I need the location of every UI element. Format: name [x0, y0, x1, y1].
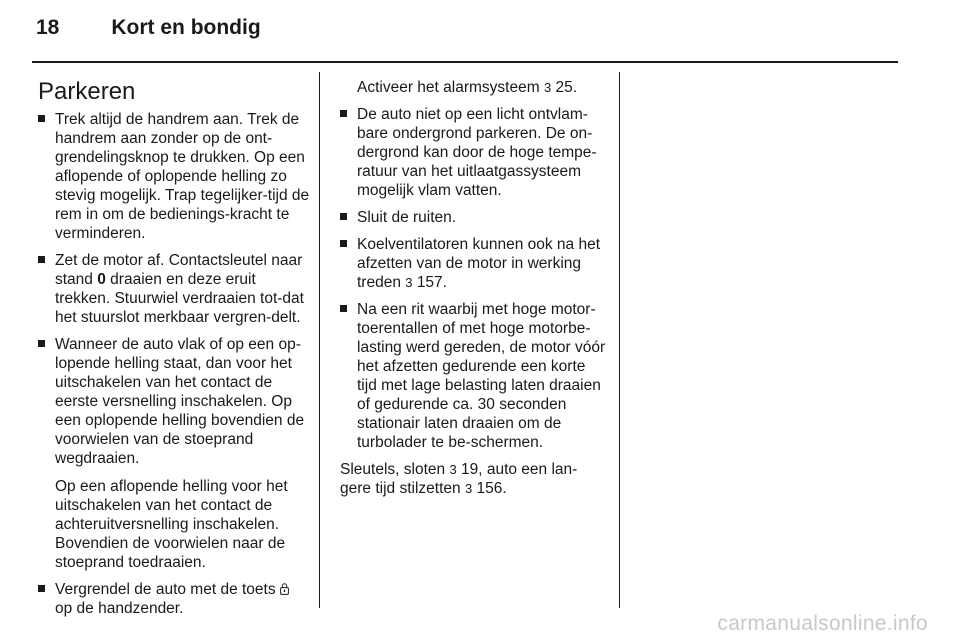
item-text: Wanneer de auto vlak of op een op-lopende helling staat, dan voor het uitschakelen van het contact de eerste versnelling inschakelen. Op een oplopende helling bovendien de voorwielen van de stoeprand wegdraaien.	[55, 336, 305, 467]
bullet-icon	[340, 110, 347, 117]
item-text	[55, 580, 310, 618]
item-text: De auto niet op een licht ontvlam-bare ondergrond parkeren. De on-dergrond kan door de hoge tempe-ratuur van het uitlaatgassysteem mogelijk vlam vatten.	[357, 106, 597, 199]
header-rule	[32, 61, 898, 63]
bullet-icon	[38, 585, 45, 592]
bullet-icon	[38, 340, 45, 347]
list-item	[340, 300, 608, 452]
page-ref: 156.	[476, 480, 507, 497]
item-text-part: op de handzender.	[55, 600, 184, 617]
item-text-part: draaien en deze eruit trekken. Stuurwiel verdraaien tot-dat het stuurslot merkbaar vergren-delt.	[55, 271, 304, 326]
item-text-part: Sleutels, sloten	[340, 461, 446, 478]
item-text-part: Zet de motor af. Contactsleutel naar stand	[55, 252, 303, 288]
ref-arrow-icon: 3	[405, 275, 413, 290]
chapter-title: Kort en bondig	[111, 16, 261, 39]
item-text: Sluit de ruiten.	[357, 209, 457, 226]
bullet-icon	[340, 305, 347, 312]
item-text: Op een aflopende helling voor het uitschakelen van het contact de achteruitversnelling inschakelen. Bovendien de voorwielen naar de stoeprand toedraaien.	[55, 478, 288, 571]
list-item	[38, 335, 310, 572]
watermark: carmanualsonline.info	[717, 612, 928, 635]
page-ref: 157.	[416, 274, 447, 291]
lock-icon	[280, 583, 289, 595]
bullet-icon	[340, 213, 347, 220]
bullet-icon	[38, 115, 45, 122]
page-header	[36, 16, 261, 50]
item-text	[357, 235, 608, 292]
item-text: Na een rit waarbij met hoge motor-toerentallen of met hoge motorbe-lasting werd gereden, de motor vóór het afzetten gedurende een korte tijd met lage belasting laten draaien of gedurende ca. 30 seconden stationair laten draaien om de turbolader te be-schermen.	[357, 301, 606, 451]
list-item	[38, 580, 310, 618]
section-title: Parkeren	[38, 78, 136, 105]
column-divider-right	[619, 72, 620, 608]
column-1	[38, 78, 310, 626]
key-position: 0	[97, 271, 106, 288]
page-ref: 25.	[555, 79, 578, 96]
list-item	[340, 105, 608, 200]
item-text: Trek altijd de handrem aan. Trek de handrem aan zonder op de ont-grendelingsknop te drukken. Op een aflopende of oplopende helling zo stevig mogelijk. Trap tegelijker-tijd de rem in om de bedienings-kracht te verminderen.	[55, 111, 310, 242]
item-text-part: Activeer het alarmsysteem	[357, 79, 540, 96]
ref-arrow-icon: 3	[464, 481, 473, 496]
column-divider-left	[319, 72, 320, 608]
item-text-part: Koelventilatoren kunnen ook na het afzetten van de motor in werking treden	[357, 236, 601, 291]
ref-arrow-icon: 3	[449, 462, 457, 477]
list-item	[340, 235, 608, 292]
page-number: 18	[36, 16, 60, 39]
continued-text	[357, 78, 608, 97]
list-item	[340, 208, 608, 227]
list-item	[38, 251, 310, 327]
page-ref: 19, auto een lan-gere tijd stilzetten	[340, 461, 578, 497]
ref-arrow-icon: 3	[543, 80, 552, 95]
bullet-icon	[38, 256, 45, 263]
item-text-part: Vergrendel de auto met de toets	[55, 581, 276, 598]
bullet-icon	[340, 240, 347, 247]
cross-reference	[340, 460, 608, 498]
list-item	[38, 110, 310, 243]
column-2	[340, 78, 608, 506]
item-text	[55, 251, 310, 327]
